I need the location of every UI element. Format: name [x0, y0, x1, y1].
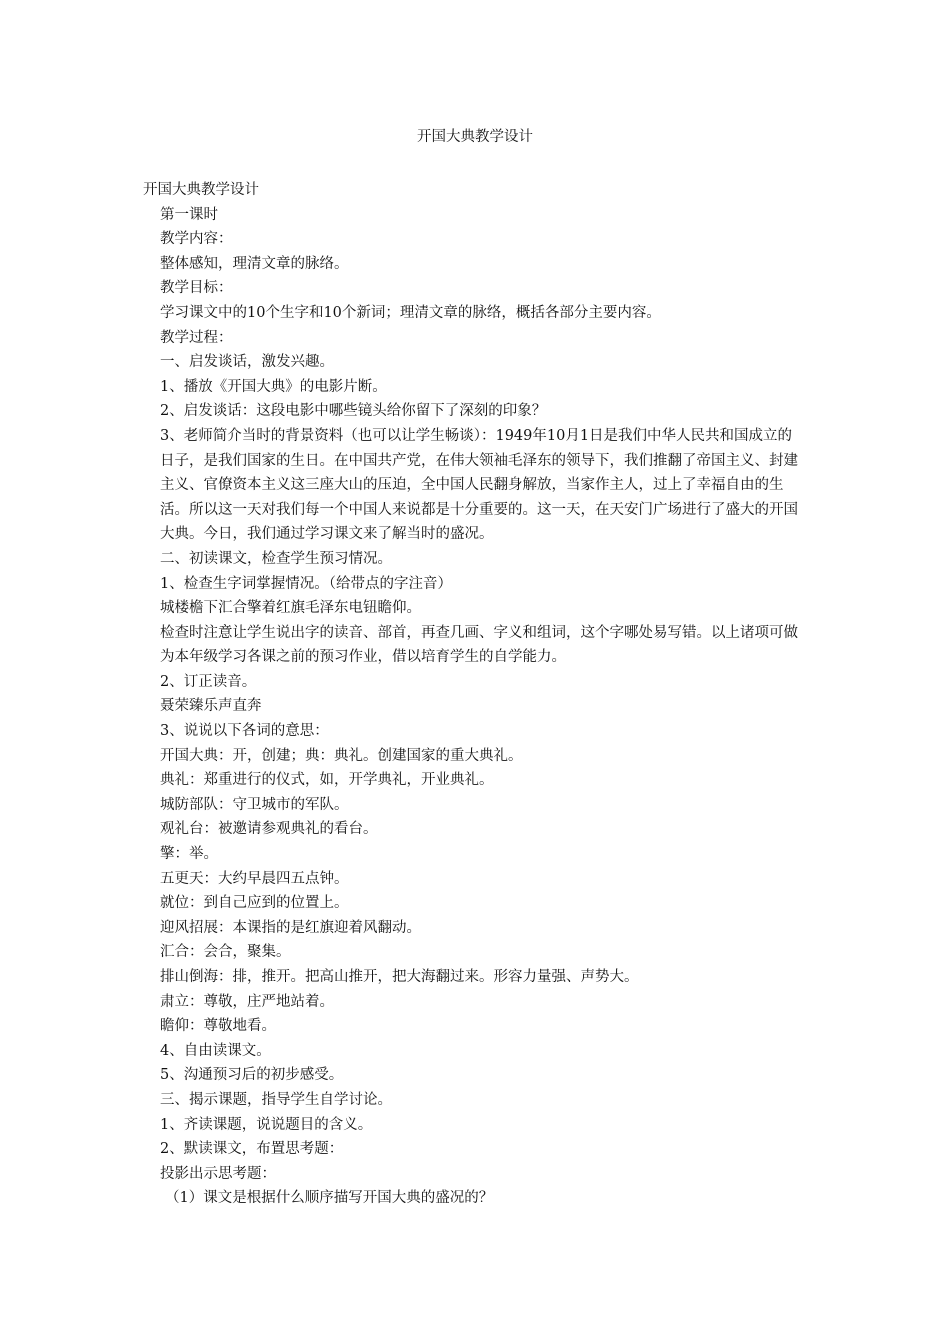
paragraph: 城楼檐下汇合擎着红旗毛泽东电钮瞻仰。 — [160, 600, 421, 617]
paragraph: 迎风招展：本课指的是红旗迎着风翻动。 — [160, 919, 421, 936]
paragraph: 2、订正读音。 — [160, 673, 257, 690]
paragraph: 学习课文中的10个生字和10个新词；理清文章的脉络，概括各部分主要内容。 — [160, 304, 661, 321]
paragraph: 观礼台：被邀请参观典礼的看台。 — [160, 821, 378, 838]
paragraph: 瞻仰：尊敬地看。 — [160, 1018, 276, 1035]
paragraph: 汇合：会合，聚集。 — [160, 944, 291, 961]
paragraph: 5、沟通预习后的初步感受。 — [160, 1067, 344, 1084]
paragraph: 2、默读课文，布置思考题： — [160, 1141, 344, 1158]
paragraph: 开国大典：开，创建；典：典礼。创建国家的重大典礼。 — [160, 747, 523, 764]
paragraph: 城防部队：守卫城市的军队。 — [160, 796, 349, 813]
paragraph: 教学目标： — [160, 280, 233, 297]
paragraph: 二、初读课文，检查学生预习情况。 — [160, 550, 392, 567]
document-title: 开国大典教学设计 — [417, 129, 533, 145]
paragraph: 五更天：大约早晨四五点钟。 — [160, 870, 349, 887]
paragraph: 肃立：尊敬，庄严地站着。 — [160, 993, 334, 1010]
paragraph: 检查时注意让学生说出字的读音、部首，再查几画、字义和组词，这个字哪处易写错。以上诸项可做为本年级学习各课之前的预习作业，借以培育学生的自学能力。 — [160, 624, 798, 666]
document-body — [143, 178, 803, 1211]
paragraph: 3、老师简介当时的背景资料（也可以让学生畅谈）：1949年10月1日是我们中华人民共和国成立的日子，是我们国家的生日。在中国共产党，在伟大领袖毛泽东的领导下，我们推翻了帝国主义、封建主义、官僚资本主义这三座大山的压迫，全中国人民翻身解放，当家作主人，过上了幸福自由的生活。所以这一天对我们每一个中国人来说都是十分重要的。这一天，在天安门广场进行了盛大的开国大典。今日，我们通过学习课文来了解当时的盛况。 — [160, 427, 798, 543]
paragraph: 第一课时 — [160, 206, 218, 223]
paragraph: 投影出示思考题： — [160, 1165, 276, 1182]
paragraph: （1）课文是根据什么顺序描写开国大典的盛况的？ — [165, 1190, 494, 1207]
paragraph: 整体感知，理清文章的脉络。 — [160, 255, 349, 272]
paragraph: 就位：到自己应到的位置上。 — [160, 895, 349, 912]
paragraph: 1、检查生字词掌握情况。（给带点的字注音） — [160, 575, 452, 592]
paragraph: 3、说说以下各词的意思： — [160, 723, 329, 740]
paragraph: 排山倒海：排，推开。把高山推开，把大海翻过来。形容力量强、声势大。 — [160, 969, 639, 985]
paragraph: 聂荣臻乐声直奔 — [160, 698, 262, 715]
paragraph: 典礼：郑重进行的仪式，如，开学典礼，开业典礼。 — [160, 772, 494, 789]
paragraph: 一、启发谈话，激发兴趣。 — [160, 354, 334, 371]
paragraph: 教学过程： — [160, 329, 233, 346]
paragraph: 三、揭示课题，指导学生自学讨论。 — [160, 1091, 392, 1108]
paragraph: 1、齐读课题，说说题目的含义。 — [160, 1116, 373, 1133]
paragraph: 擎：举。 — [160, 846, 218, 863]
paragraph: 1、播放《开国大典》的电影片断。 — [160, 378, 387, 395]
paragraph: 4、自由读课文。 — [160, 1042, 271, 1059]
paragraph: 2、启发谈话：这段电影中哪些镜头给你留下了深刻的印象？ — [160, 403, 547, 420]
paragraph: 开国大典教学设计 — [143, 182, 259, 198]
paragraph: 教学内容： — [160, 231, 233, 248]
